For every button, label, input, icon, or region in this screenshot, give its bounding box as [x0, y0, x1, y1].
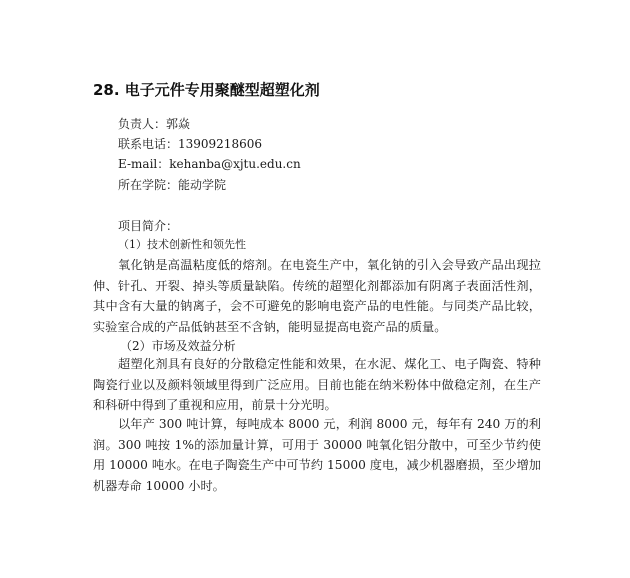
intro-heading: 项目简介： [118, 219, 179, 233]
section-1-paragraph: 氧化钠是高温粘度低的熔剂。在电瓷生产中，氧化钠的引入会导致产品出现拉伸、针孔、开裂、掉头等质量缺陷。传统的超塑化剂都添加有阴离子表面活性剂，其中含有大量的钠离子，会不可避免的影响电瓷产品的电性能。与同类产品比较，实验室合成的产品低钠甚至不含钠，能明显提高电瓷产品的质量。 [93, 258, 541, 334]
section-2-heading: （2）市场及效益分析 [120, 339, 236, 353]
school-name: 所在学院：能动学院 [118, 178, 227, 192]
section-2-paragraph-2: 以年产 300 吨计算，每吨成本 8000 元，利润 8000 元，每年有 240 万的利润。300 吨按 1%的添加量计算，可用于 30000 吨氧化铝分散中，可至少节约使用 10000 吨水。在电子陶瓷生产中可节约 15000 度电，减少机器磨损，至少增加机器寿命 10000 小时。 [93, 417, 541, 493]
project-title: 28. 电子元件专用聚醚型超塑化剂 [93, 81, 320, 99]
contact-email: E-mail：kehanba@xjtu.edu.cn [118, 157, 301, 171]
section-2-paragraph-1: 超塑化剂具有良好的分散稳定性能和效果，在水泥、煤化工、电子陶瓷、特种陶瓷行业以及颜料领域里得到广泛应用。目前也能在纳米粉体中做稳定剂，在生产和科研中得到了重视和应用，前景十分光明。 [93, 357, 541, 412]
contact-person: 负责人：郭焱 [118, 117, 191, 131]
section-1-heading: （1）技术创新性和领先性 [118, 238, 246, 251]
contact-phone: 联系电话：13909218606 [118, 137, 262, 151]
